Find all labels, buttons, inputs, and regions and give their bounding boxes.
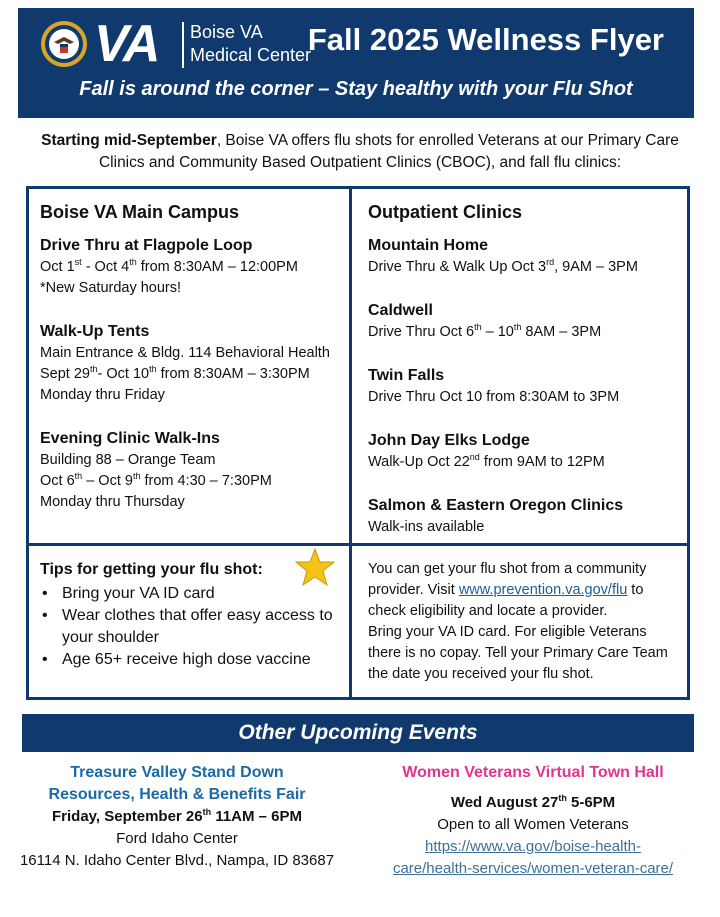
date-text: 8AM – 3PM xyxy=(521,324,602,340)
evening-name: Evening Clinic Walk-Ins xyxy=(40,430,220,447)
salmon-block xyxy=(368,495,678,538)
header-banner xyxy=(18,8,694,118)
john-day-block xyxy=(368,430,678,473)
flyer-tagline: Fall is around the corner – Stay healthy with your Flu Shot xyxy=(79,78,633,100)
main-campus-section xyxy=(40,199,340,513)
women-link-line2[interactable]: care/health-services/women-veteran-care/ xyxy=(392,860,674,877)
bullet: • xyxy=(42,585,48,602)
medical-center-name xyxy=(190,21,311,67)
date-text: Oct 1 xyxy=(40,259,75,275)
stand-down-event xyxy=(0,762,354,872)
community-text-part: You can get your flu shot from a community provider. Visit xyxy=(368,561,647,598)
evening-location: Building 88 – Orange Team xyxy=(40,452,216,468)
caldwell-name: Caldwell xyxy=(368,302,433,319)
women-title: Women Veterans Virtual Town Hall xyxy=(402,764,664,781)
twin-falls-name: Twin Falls xyxy=(368,367,445,384)
walk-up-dates xyxy=(40,364,340,385)
john-day-name: John Day Elks Lodge xyxy=(368,432,530,449)
stand-down-date xyxy=(0,806,354,828)
tip-item xyxy=(40,605,340,649)
date-text: 11AM – 6PM xyxy=(211,808,302,825)
tip-text: Age 65+ receive high dose vaccine xyxy=(62,651,311,668)
intro-text: , Boise VA offers flu shots for enrolled Veterans at our Primary Care Clinics and Community Based Outpatient Clinics (CBOC), and fall flu clinics: xyxy=(98,132,679,171)
ordinal: st xyxy=(74,257,82,268)
date-text: from 8:30AM – 3:30PM xyxy=(156,366,310,382)
prevention-link[interactable]: www.prevention.va.gov/flu xyxy=(458,582,628,598)
caldwell-block xyxy=(368,300,678,343)
date-text: Oct 6 xyxy=(40,473,75,489)
grid-vertical-divider xyxy=(349,189,352,697)
community-provider-section xyxy=(368,559,678,685)
grid-horizontal-divider xyxy=(29,543,687,546)
date-text: Wed August 27 xyxy=(450,794,559,811)
date-text: from 8:30AM – 12:00PM xyxy=(136,259,298,275)
date-text: - Oct 4 xyxy=(81,259,130,275)
stand-down-address: 16114 N. Idaho Center Blvd., Nampa, ID 83687 xyxy=(19,852,335,869)
tips-section xyxy=(40,559,340,671)
ordinal: th xyxy=(129,257,137,268)
walk-up-location: Main Entrance & Bldg. 114 Behavioral Health xyxy=(40,345,330,361)
date-text: from 9AM to 12PM xyxy=(479,454,605,470)
twin-falls-dates: Drive Thru Oct 10 from 8:30AM to 3PM xyxy=(368,389,620,405)
walk-up-block xyxy=(40,321,340,406)
women-link-line1[interactable]: https://www.va.gov/boise-health- xyxy=(425,838,641,855)
ordinal: th xyxy=(132,471,141,482)
twin-falls-block xyxy=(368,365,678,408)
women-date xyxy=(346,792,720,814)
star-icon xyxy=(295,547,335,587)
mountain-home-dates xyxy=(368,257,678,278)
ordinal: rd xyxy=(546,257,555,268)
tips-list xyxy=(40,583,340,671)
flyer-title: Fall 2025 Wellness Flyer xyxy=(307,22,664,57)
caldwell-dates xyxy=(368,322,678,343)
flu-schedule-grid xyxy=(26,186,690,700)
walk-up-days: Monday thru Friday xyxy=(40,387,165,403)
drive-thru-name: Drive Thru at Flagpole Loop xyxy=(40,237,253,254)
salmon-name: Salmon & Eastern Oregon Clinics xyxy=(368,497,624,514)
community-text-part: to check eligibility and locate a provider. xyxy=(368,582,644,619)
date-text: Walk-Up Oct 22 xyxy=(368,454,470,470)
date-text: Drive Thru Oct 6 xyxy=(368,324,475,340)
events-title: Other Upcoming Events xyxy=(22,714,694,752)
evening-block xyxy=(40,428,340,513)
date-text: – Oct 9 xyxy=(82,473,133,489)
date-text: - Oct 10 xyxy=(97,366,150,382)
logo-divider xyxy=(182,22,184,68)
ordinal: th xyxy=(513,322,522,333)
intro-lead: Starting mid-September xyxy=(41,132,217,149)
ordinal: th xyxy=(558,793,567,803)
bullet: • xyxy=(42,607,48,624)
tips-title: Tips for getting your flu shot: xyxy=(40,561,263,578)
tip-item xyxy=(40,583,340,605)
mountain-home-block xyxy=(368,235,678,278)
center-name-line2: Medical Center xyxy=(190,45,312,65)
ordinal: th xyxy=(90,364,98,375)
date-text: Sept 29 xyxy=(40,366,90,382)
date-text: Friday, September 26 xyxy=(52,808,203,825)
mountain-home-name: Mountain Home xyxy=(368,237,488,254)
date-text: 5-6PM xyxy=(566,794,616,811)
drive-thru-dates xyxy=(40,257,340,278)
ordinal: nd xyxy=(469,452,480,463)
evening-dates xyxy=(40,471,340,492)
evening-days: Monday thru Thursday xyxy=(40,494,185,510)
tip-text: Wear clothes that offer easy access to your shoulder xyxy=(62,607,333,646)
women-town-hall-event xyxy=(346,762,720,880)
date-text: Drive Thru & Walk Up Oct 3 xyxy=(368,259,547,275)
salmon-text: Walk-ins available xyxy=(368,519,485,535)
date-text: , 9AM – 3PM xyxy=(554,259,638,275)
outpatient-section xyxy=(368,199,678,538)
ordinal: th xyxy=(149,364,157,375)
drive-thru-block xyxy=(40,235,340,299)
center-name-line1: Boise VA xyxy=(190,22,263,42)
bullet: • xyxy=(42,651,48,668)
date-text: – 10 xyxy=(481,324,514,340)
community-copay-text: Bring your VA ID card. For eligible Veterans there is no copay. Tell your Primary Care Team the date you received your flu shot. xyxy=(368,624,668,682)
john-day-dates xyxy=(368,452,678,473)
women-audience: Open to all Women Veterans xyxy=(437,816,629,833)
va-logo: VA xyxy=(94,15,159,73)
outpatient-title: Outpatient Clinics xyxy=(368,202,523,222)
tip-item xyxy=(40,649,340,671)
walk-up-name: Walk-Up Tents xyxy=(40,323,150,340)
ordinal: th xyxy=(202,807,212,817)
ordinal: th xyxy=(474,322,482,333)
date-text: from 4:30 – 7:30PM xyxy=(140,473,272,489)
stand-down-venue: Ford Idaho Center xyxy=(116,830,238,847)
drive-thru-note: *New Saturday hours! xyxy=(40,280,182,296)
ordinal: th xyxy=(74,471,83,482)
stand-down-title2: Resources, Health & Benefits Fair xyxy=(48,786,306,803)
community-text xyxy=(368,559,678,622)
intro-paragraph xyxy=(18,130,702,174)
stand-down-title1: Treasure Valley Stand Down xyxy=(70,764,284,781)
va-seal-icon xyxy=(40,20,88,68)
main-campus-title: Boise VA Main Campus xyxy=(40,202,240,222)
tip-text: Bring your VA ID card xyxy=(62,585,215,602)
